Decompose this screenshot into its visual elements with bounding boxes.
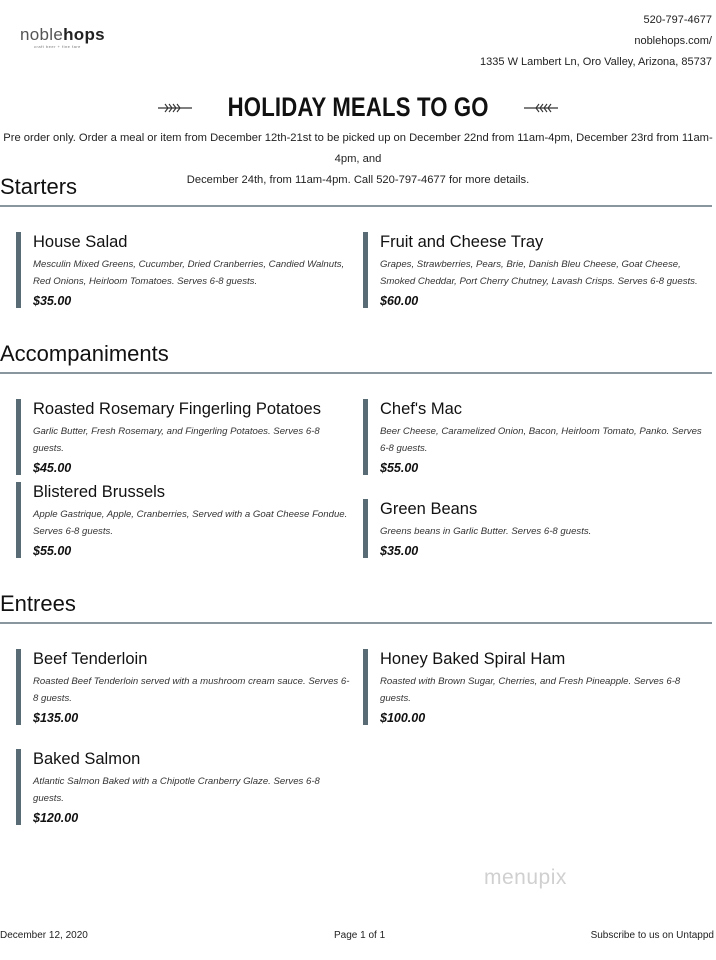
item-description: Mesculin Mixed Greens, Cucumber, Dried Cranberries, Candied Walnuts, Red Onions, Heirloom Tomatoes. Serves 6-8 guests. bbox=[33, 259, 345, 287]
footer-date: December 12, 2020 bbox=[0, 930, 88, 941]
menu-item bbox=[363, 399, 710, 475]
item-price: $35.00 bbox=[380, 544, 419, 558]
section-divider bbox=[0, 205, 712, 207]
brand-tagline: craft beer + fine fare bbox=[34, 44, 81, 49]
contact-address: 1335 W Lambert Ln, Oro Valley, Arizona, 85737 bbox=[480, 56, 712, 68]
brand-logo bbox=[20, 26, 105, 49]
item-price: $120.00 bbox=[33, 811, 79, 825]
menu-item bbox=[16, 482, 353, 558]
section-title-starters: Starters bbox=[0, 174, 78, 199]
item-name: Chef's Mac bbox=[380, 400, 463, 418]
item-price: $100.00 bbox=[380, 711, 426, 725]
item-name: Beef Tenderloin bbox=[33, 650, 148, 668]
item-price: $55.00 bbox=[33, 544, 72, 558]
item-name: Fruit and Cheese Tray bbox=[380, 233, 544, 251]
item-description: Apple Gastrique, Apple, Cranberries, Served with a Goat Cheese Fondue. Serves 6-8 guests. bbox=[33, 509, 348, 537]
item-price: $135.00 bbox=[33, 711, 79, 725]
item-name: Green Beans bbox=[380, 500, 478, 518]
item-name: Honey Baked Spiral Ham bbox=[380, 650, 566, 668]
section-title-entrees: Entrees bbox=[0, 591, 76, 616]
item-name: Baked Salmon bbox=[33, 750, 141, 768]
item-description: Garlic Butter, Fresh Rosemary, and Fingerling Potatoes. Serves 6-8 guests. bbox=[33, 426, 320, 454]
item-name: Roasted Rosemary Fingerling Potatoes bbox=[33, 400, 321, 418]
contact-phone[interactable]: 520-797-4677 bbox=[643, 14, 712, 26]
contact-block bbox=[480, 10, 712, 73]
item-price: $60.00 bbox=[380, 294, 419, 308]
item-price: $45.00 bbox=[33, 461, 72, 475]
footer-subscribe-link[interactable]: Subscribe to us on Untappd bbox=[590, 930, 714, 941]
page-title: HOLIDAY MEALS TO GO bbox=[227, 92, 489, 122]
wheat-left-icon bbox=[158, 102, 194, 114]
section-divider bbox=[0, 622, 712, 624]
menu-item bbox=[363, 232, 710, 308]
menu-item bbox=[363, 499, 710, 558]
item-price: $35.00 bbox=[33, 294, 72, 308]
menu-item bbox=[16, 749, 353, 825]
section-title-accompaniments: Accompaniments bbox=[0, 341, 169, 366]
item-description: Roasted with Brown Sugar, Cherries, and Fresh Pineapple. Serves 6-8 guests. bbox=[380, 676, 681, 704]
menu-item bbox=[16, 399, 353, 475]
menu-item bbox=[363, 649, 710, 725]
intro-text bbox=[0, 128, 716, 191]
item-name: Blistered Brussels bbox=[33, 483, 166, 501]
intro-line-2: December 24th, from 11am-4pm. Call 520-797-4677 for more details. bbox=[186, 174, 530, 186]
item-description: Greens beans in Garlic Butter. Serves 6-8 guests. bbox=[380, 526, 592, 537]
watermark: menupix bbox=[484, 866, 567, 889]
menu-item bbox=[16, 649, 353, 725]
wheat-right-icon bbox=[522, 102, 558, 114]
item-description: Roasted Beef Tenderloin served with a mushroom cream sauce. Serves 6-8 guests. bbox=[33, 676, 350, 704]
item-description: Grapes, Strawberries, Pears, Brie, Danish Bleu Cheese, Goat Cheese, Smoked Cheddar, Port Cherry Chutney, Lavash Crisps. Serves 6-8 guests. bbox=[380, 259, 698, 287]
item-name: House Salad bbox=[33, 233, 128, 251]
item-price: $55.00 bbox=[380, 461, 419, 475]
item-description: Atlantic Salmon Baked with a Chipotle Cranberry Glaze. Serves 6-8 guests. bbox=[33, 776, 320, 804]
intro-line-1: Pre order only. Order a meal or item from December 12th-21st to be picked up on December 22nd from 11am-4pm, December 23rd from 11am-4pm, and bbox=[3, 132, 713, 165]
section-divider bbox=[0, 372, 712, 374]
footer-page-number: Page 1 of 1 bbox=[334, 930, 386, 941]
menu-item bbox=[16, 232, 353, 308]
contact-website[interactable]: noblehops.com/ bbox=[634, 35, 712, 47]
item-description: Beer Cheese, Caramelized Onion, Bacon, Heirloom Tomato, Panko. Serves 6-8 guests. bbox=[380, 426, 702, 454]
brand-name: noblehops bbox=[20, 25, 105, 44]
title-row bbox=[0, 92, 716, 123]
